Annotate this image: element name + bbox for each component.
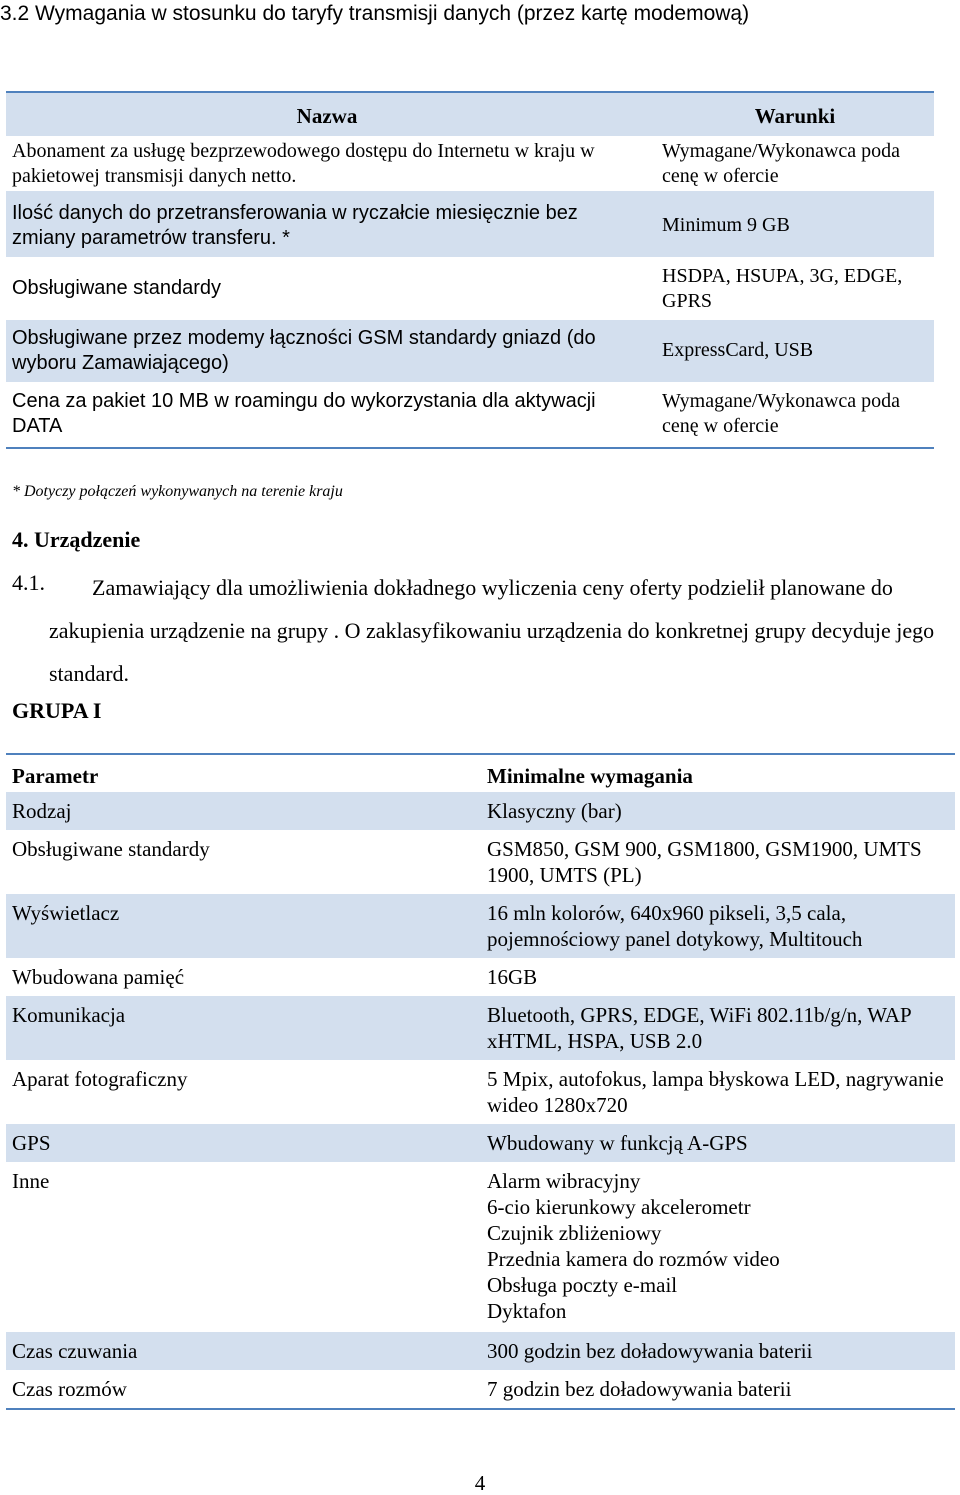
row-name: Cena za pakiet 10 MB w roamingu do wykorzystania dla aktywacji DATA — [12, 390, 596, 437]
row-value: HSDPA, HSUPA, 3G, EDGE, GPRS — [662, 265, 903, 312]
row-value: 16 mln kolorów, 640x960 pikseli, 3,5 cala, pojemnościowy panel dotykowy, Multitouch — [487, 901, 863, 951]
row-parameter: Rodzaj — [12, 799, 72, 823]
table-row — [6, 1162, 955, 1332]
table-row — [6, 1370, 955, 1408]
row-name: Obsługiwane standardy — [12, 277, 222, 299]
row-value: 7 godzin bez doładowywania baterii — [487, 1377, 792, 1401]
table-header-row — [6, 755, 955, 792]
column-header-parameter: Parametr — [12, 764, 99, 788]
table-row — [6, 1332, 955, 1370]
paragraph-text: Zamawiający dla umożliwienia dokładnego wyliczenia ceny oferty podzielił planowane do zakupienia urządzenie na grupy . O zaklasyfikowaniu urządzenia do konkretnej grupy decyduje jego standard. — [49, 575, 935, 686]
row-name: Obsługiwane przez modemy łączności GSM standardy gniazd (do wyboru Zamawiającego) — [12, 327, 596, 374]
row-value: Wymagane/Wykonawca poda cenę w ofercie — [662, 140, 901, 187]
footnote: * Dotyczy połączeń wykonywanych na terenie kraju — [12, 483, 343, 500]
table-row — [6, 382, 934, 447]
table-row — [6, 830, 955, 894]
table-row — [6, 191, 934, 257]
table-row — [6, 320, 934, 382]
table-header-row — [6, 93, 934, 136]
row-value: 16GB — [487, 965, 538, 989]
row-parameter: Wbudowana pamięć — [12, 965, 185, 989]
row-value: Wymagane/Wykonawca poda cenę w ofercie — [662, 390, 901, 437]
table-row — [6, 1060, 955, 1124]
table-row — [6, 958, 955, 996]
row-value: Wbudowany w funkcją A-GPS — [487, 1131, 748, 1155]
heading-device: 4. Urządzenie — [12, 527, 141, 552]
row-value: 300 godzin bez doładowywania baterii — [487, 1339, 813, 1363]
group-heading: GRUPA I — [12, 698, 102, 723]
tariff-table — [6, 91, 934, 449]
column-header-conditions: Warunki — [754, 104, 836, 128]
row-parameter: Inne — [12, 1169, 50, 1193]
row-value: GSM850, GSM 900, GSM1800, GSM1900, UMTS 1900, UMTS (PL) — [487, 837, 922, 887]
row-parameter: Wyświetlacz — [12, 901, 120, 925]
table-row — [6, 136, 934, 191]
device-table — [6, 753, 955, 1410]
row-parameter: GPS — [12, 1131, 51, 1155]
paragraph-number: 4.1. — [12, 570, 45, 595]
column-header-name: Nazwa — [296, 104, 358, 128]
row-value: 5 Mpix, autofokus, lampa błyskowa LED, nagrywanie wideo 1280x720 — [487, 1067, 944, 1117]
row-parameter: Czas rozmów — [12, 1377, 127, 1401]
table-row — [6, 257, 934, 320]
row-name: Abonament za usługę bezprzewodowego dostępu do Internetu w kraju w pakietowej transmisji danych netto. — [12, 140, 595, 187]
row-value: Bluetooth, GPRS, EDGE, WiFi 802.11b/g/n, WAP xHTML, HSPA, USB 2.0 — [487, 1003, 911, 1053]
row-parameter: Czas czuwania — [12, 1339, 138, 1363]
row-value: Minimum 9 GB — [662, 214, 790, 236]
table-row — [6, 996, 955, 1060]
row-value: ExpressCard, USB — [662, 339, 814, 361]
row-parameter: Komunikacja — [12, 1003, 126, 1027]
row-parameter: Obsługiwane standardy — [12, 837, 210, 861]
row-value: Alarm wibracyjny 6-cio kierunkowy akcelerometr Czujnik zbliżeniowy Przednia kamera do rozmów video Obsługa poczty e-mail Dyktafon — [487, 1169, 780, 1323]
column-header-requirements: Minimalne wymagania — [487, 764, 693, 788]
table-row — [6, 1124, 955, 1162]
page-number: 4 — [474, 1471, 486, 1495]
table-row — [6, 792, 955, 830]
table-row — [6, 894, 955, 958]
row-name: Ilość danych do przetransferowania w ryczałcie miesięcznie bez zmiany parametrów transferu. * — [12, 202, 578, 249]
section-heading: 3.2 Wymagania w stosunku do taryfy transmisji danych (przez kartę modemową) — [0, 2, 750, 25]
row-value: Klasyczny (bar) — [487, 799, 622, 823]
row-parameter: Aparat fotograficzny — [12, 1067, 188, 1091]
